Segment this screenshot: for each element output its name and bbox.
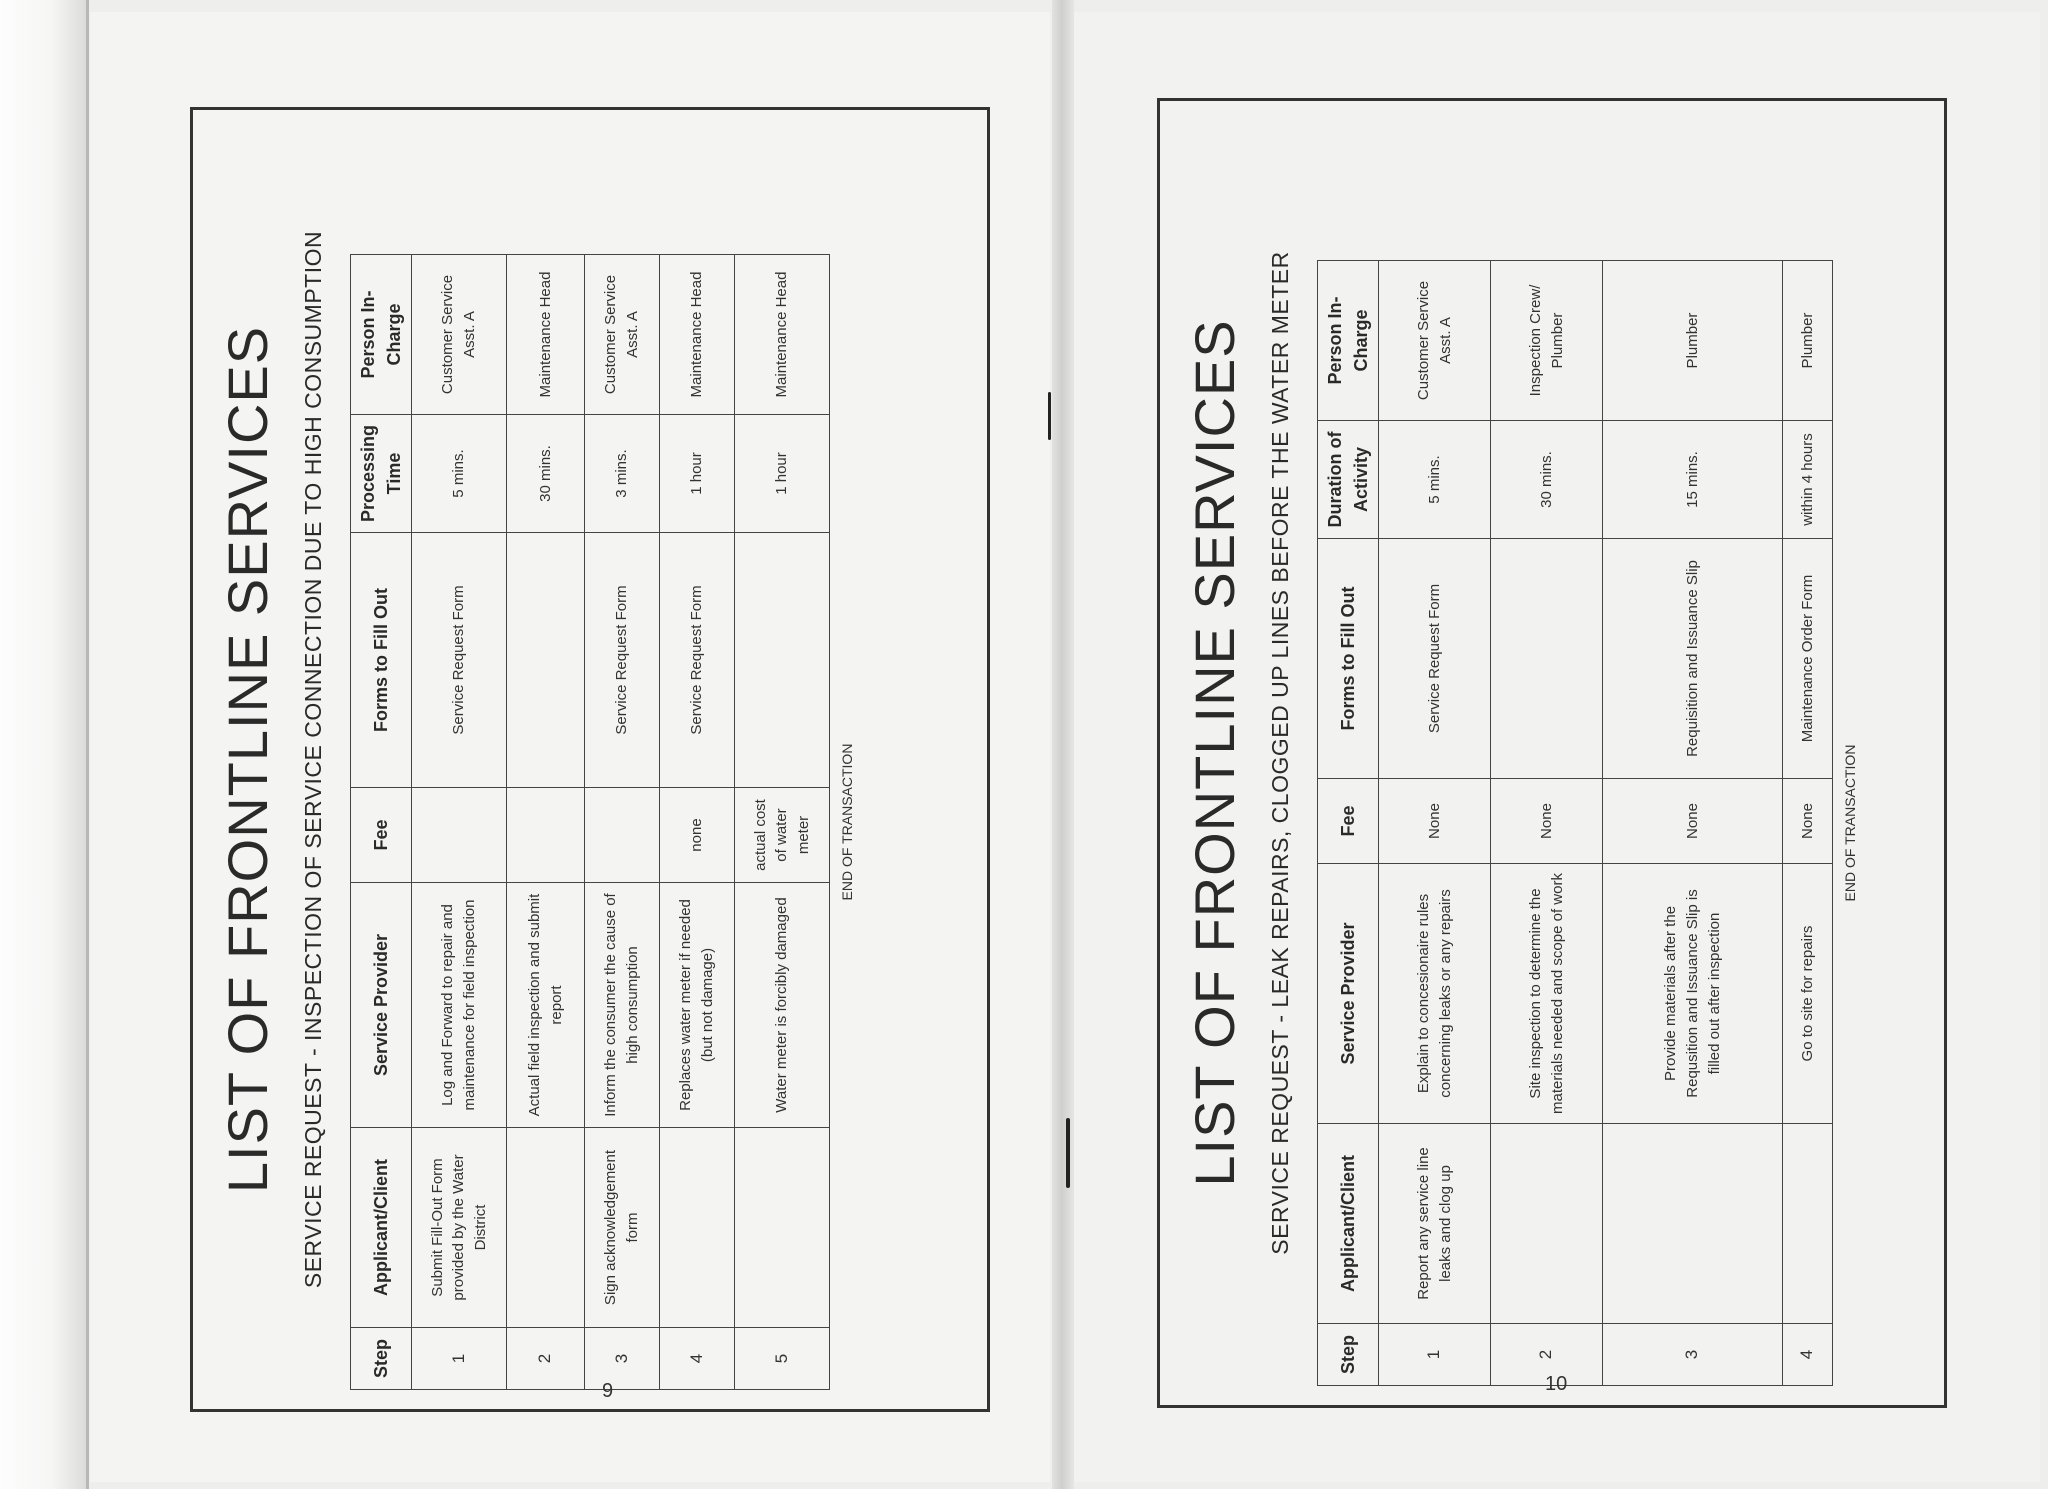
provider-cell: Inform the consumer the cause of high consumption — [585, 883, 660, 1128]
page-9 — [190, 107, 990, 1412]
table-row — [1783, 261, 1833, 1386]
time-cell: 5 mins. — [412, 415, 507, 533]
end-of-transaction: END OF TRANSACTION — [830, 255, 864, 1390]
end-row — [830, 255, 864, 1390]
step-cell: 5 — [735, 1328, 830, 1390]
provider-cell: Explain to concesionaire rules concerning leaks or any repairs — [1379, 864, 1491, 1124]
person-cell: Customer Service Asst. A — [412, 255, 507, 415]
fee-cell — [412, 788, 507, 883]
table-row — [412, 255, 507, 1390]
header-provider: Service Provider — [1318, 864, 1379, 1124]
header-applicant: Applicant/Client — [1318, 1124, 1379, 1324]
forms-cell: Service Request Form — [412, 533, 507, 788]
fee-cell — [585, 788, 660, 883]
applicant-cell: Report any service line leaks and clog up — [1379, 1124, 1491, 1324]
forms-cell: Requisition and Issuance Slip — [1603, 539, 1783, 779]
provider-cell: Actual field inspection and submit report — [507, 883, 585, 1128]
applicant-cell: Sign acknowledgement form — [585, 1128, 660, 1328]
page-title: LIST OF FRONTLINE SERVICES — [216, 325, 279, 1194]
applicant-cell — [660, 1128, 735, 1328]
provider-cell: Provide materials after the Requsition and Issuance Slip is filled out after inspection — [1603, 864, 1783, 1124]
staple-mark — [1066, 1118, 1070, 1188]
table-header-row — [1318, 261, 1379, 1386]
header-forms: Forms to Fill Out — [351, 533, 412, 788]
step-cell: 1 — [412, 1328, 507, 1390]
person-cell: Maintenance Head — [735, 255, 830, 415]
time-cell: 30 mins. — [507, 415, 585, 533]
page-title: LIST OF FRONTLINE SERVICES — [1183, 319, 1246, 1187]
person-cell: Plumber — [1783, 261, 1833, 421]
header-applicant: Applicant/Client — [351, 1128, 412, 1328]
table-row — [1603, 261, 1783, 1386]
step-cell: 1 — [1379, 1324, 1491, 1386]
step-cell: 3 — [1603, 1324, 1783, 1386]
provider-cell: Site inspection to determine the materials needed and scope of work — [1491, 864, 1603, 1124]
person-cell: Maintenance Head — [507, 255, 585, 415]
services-table — [350, 254, 864, 1390]
page-edge-line — [86, 0, 89, 1489]
page-number-9: 9 — [602, 1380, 614, 1402]
duration-cell: 5 mins. — [1379, 421, 1491, 539]
step-cell: 4 — [1783, 1324, 1833, 1386]
applicant-cell — [1491, 1124, 1603, 1324]
header-time: Processing Time — [351, 415, 412, 533]
table-row — [1491, 261, 1603, 1386]
header-fee: Fee — [351, 788, 412, 883]
staple-mark — [1048, 392, 1051, 440]
time-cell: 1 hour — [660, 415, 735, 533]
fee-cell: None — [1783, 779, 1833, 864]
fee-cell — [507, 788, 585, 883]
service-subtitle: SERVICE REQUEST - LEAK REPAIRS, CLOGGED UP LINES BEFORE THE WATER METER — [1267, 251, 1293, 1255]
table-row — [735, 255, 830, 1390]
person-cell: Inspection Crew/ Plumber — [1491, 261, 1603, 421]
step-cell: 4 — [660, 1328, 735, 1390]
provider-cell: Go to site for repairs — [1783, 864, 1833, 1124]
header-forms: Forms to Fill Out — [1318, 539, 1379, 779]
fee-cell: None — [1603, 779, 1783, 864]
page-number-10: 10 — [1545, 1373, 1568, 1395]
fee-cell: None — [1491, 779, 1603, 864]
table-row — [1379, 261, 1491, 1386]
forms-cell — [507, 533, 585, 788]
header-person: Person In-Charge — [1318, 261, 1379, 421]
header-provider: Service Provider — [351, 883, 412, 1128]
forms-cell — [735, 533, 830, 788]
step-cell: 2 — [1491, 1324, 1603, 1386]
table-row — [585, 255, 660, 1390]
person-cell: Plumber — [1603, 261, 1783, 421]
applicant-cell — [507, 1128, 585, 1328]
forms-cell: Service Request Form — [660, 533, 735, 788]
time-cell: 1 hour — [735, 415, 830, 533]
header-duration: Duration of Activity — [1318, 421, 1379, 539]
person-cell: Customer Service Asst. A — [585, 255, 660, 415]
forms-cell: Service Request Form — [585, 533, 660, 788]
applicant-cell: Submit Fill-Out Form provided by the Water District — [412, 1128, 507, 1328]
header-person: Person In-Charge — [351, 255, 412, 415]
provider-cell: Water meter is forcibly damaged — [735, 883, 830, 1128]
fee-cell: none — [660, 788, 735, 883]
table-header-row — [351, 255, 412, 1390]
duration-cell: 15 mins. — [1603, 421, 1783, 539]
header-fee: Fee — [1318, 779, 1379, 864]
services-table — [1317, 260, 1867, 1386]
table-row — [507, 255, 585, 1390]
applicant-cell — [1783, 1124, 1833, 1324]
time-cell: 3 mins. — [585, 415, 660, 533]
end-row — [1833, 261, 1867, 1386]
forms-cell — [1491, 539, 1603, 779]
book-edge — [0, 0, 86, 1489]
end-of-transaction: END OF TRANSACTION — [1833, 261, 1867, 1386]
header-step: Step — [351, 1328, 412, 1390]
provider-cell: Log and Forward to repair and maintenance for field inspection — [412, 883, 507, 1128]
person-cell: Maintenance Head — [660, 255, 735, 415]
book-gutter — [1052, 0, 1074, 1489]
duration-cell: 30 mins. — [1491, 421, 1603, 539]
person-cell: Customer Service Asst. A — [1379, 261, 1491, 421]
forms-cell: Maintenance Order Form — [1783, 539, 1833, 779]
step-cell: 2 — [507, 1328, 585, 1390]
step-cell: 3 — [585, 1328, 660, 1390]
applicant-cell — [735, 1128, 830, 1328]
service-subtitle: SERVICE REQUEST - INSPECTION OF SERVICE CONNECTION DUE TO HIGH CONSUMPTION — [300, 230, 326, 1289]
applicant-cell — [1603, 1124, 1783, 1324]
table-row — [660, 255, 735, 1390]
forms-cell: Service Request Form — [1379, 539, 1491, 779]
header-step: Step — [1318, 1324, 1379, 1386]
duration-cell: within 4 hours — [1783, 421, 1833, 539]
provider-cell: Replaces water meter if needed (but not damage) — [660, 883, 735, 1128]
fee-cell: actual cost of water meter — [735, 788, 830, 883]
page-10 — [1157, 98, 1947, 1408]
fee-cell: None — [1379, 779, 1491, 864]
